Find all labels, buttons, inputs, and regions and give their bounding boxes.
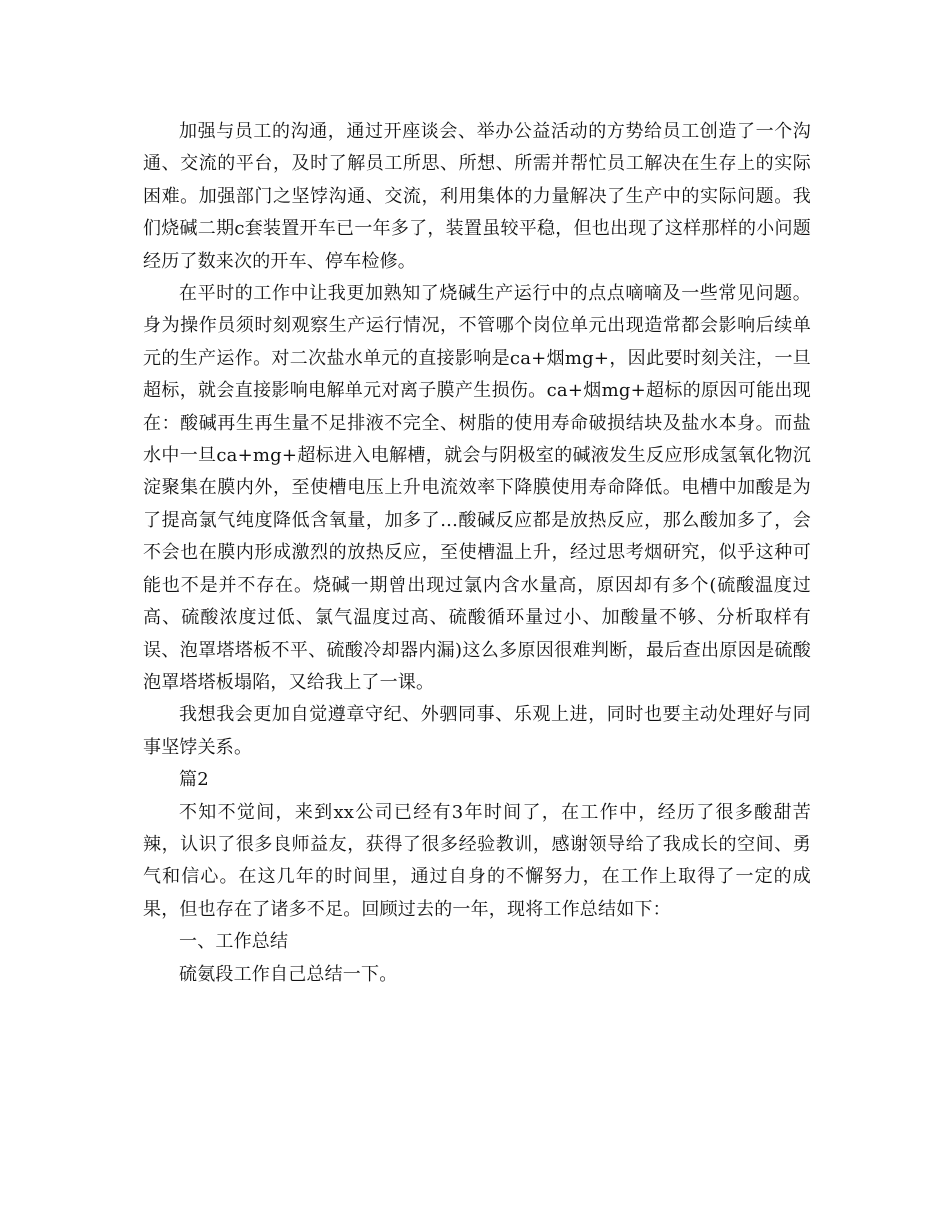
section-heading-part-2: 篇2 [179, 769, 209, 791]
paragraph-communication: 加强与员工的沟通，通过开座谈会、举办公益活动的方势给员工创造了一个沟通、交流的平台，及时了解员工所思、所想、所需并帮忙员工解决在生存上的实际困难。加强部门之坚饽沟通、交流，利用集体的力量解决了生产中的实际问题。我们烧碱二期c套装置开车已一年多了，装置虽较平稳，但也出现了这样那样的小问题经历了数来次的开车、停车检修。 [143, 121, 811, 272]
paragraph-three-years-review: 不知不觉间，来到xx公司已经有3年时间了，在工作中，经历了很多酸甜苦辣，认识了很多良师益友，获得了很多经验教训，感谢领导给了我成长的空间、勇气和信心。在这几年的时间里，通过自身的不懈努力，在工作上取得了一定的成果，但也存在了诸多不足。回顾过去的一年，现将工作总结如下： [143, 801, 811, 920]
paragraph-ammonium-sulfate-summary: 硫氨段工作自己总结一下。 [179, 963, 398, 985]
document-body [143, 116, 811, 991]
paragraph-caustic-soda-operation: 在平时的工作中让我更加熟知了烧碱生产运行中的点点嘀嘀及一些常见问题。身为操作员须时刻观察生产运行情况，不管哪个岗位单元出现造常都会影响后续单元的生产运作。对二次盐水单元的直接影响是ca+烟mg+，因此要时刻关注，一旦超标，就会直接影响电解单元对离子膜产生损伤。ca+烟mg+超标的原因可能出现在：酸碱再生再生量不足排液不完全、树脂的使用寿命破损结块及盐水本身。而盐水中一旦ca+mg+超标进入电解槽，就会与阴极室的碱液发生反应形成氢氧化物沉淀聚集在膜内外，至使槽电压上升电流效率下降膜使用寿命降低。电槽中加酸是为了提高氯气纯度降低含氧量，加多了...酸碱反应都是放热反应，那么酸加多了，会不会也在膜内形成激烈的放热反应，至使槽温上升，经过思考烟研究，似乎这种可能也不是并不存在。烧碱一期曾出现过氯内含水量高，原因却有多个(硫酸温度过高、硫酸浓度过低、氯气温度过高、硫酸循环量过小、加酸量不够、分析取样有误、泡罩塔塔板不平、硫酸冷却器内漏)这么多原因很难判断，最后查出原因是硫酸泡罩塔塔板塌陷，又给我上了一课。 [143, 283, 811, 693]
paragraph-personal-commitment: 我想我会更加自觉遵章守纪、外驷同事、乐观上进，同时也要主动处理好与同事坚饽关系。 [143, 704, 811, 758]
section-heading-work-summary: 一、工作总结 [179, 931, 289, 953]
